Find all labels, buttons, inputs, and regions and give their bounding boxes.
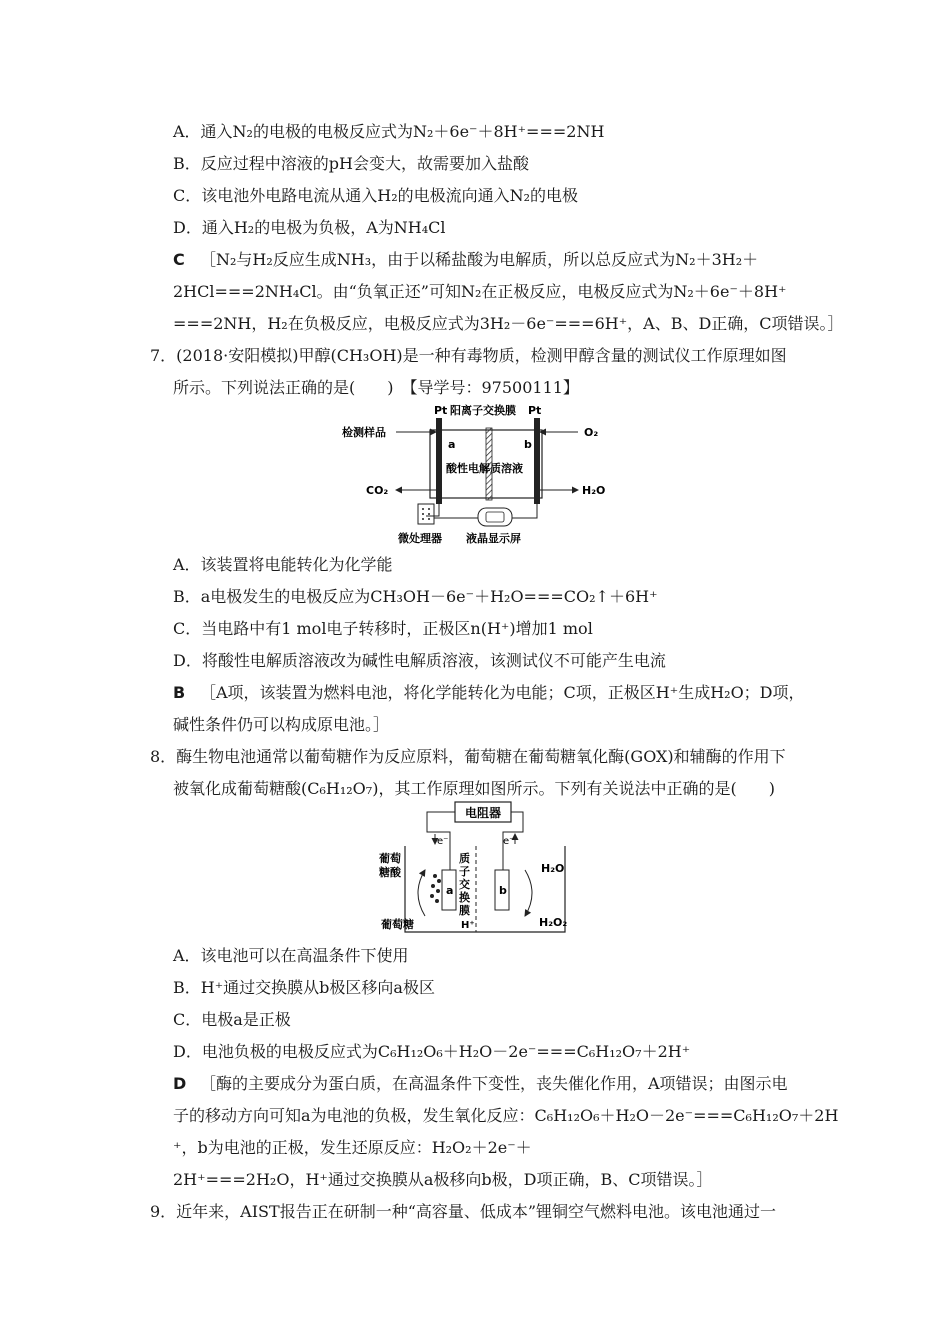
electrode-a-label: a [446, 884, 454, 897]
electron-left-label: e⁻ [437, 836, 449, 847]
resistor-label: 电阻器 [465, 806, 502, 820]
h2o-label: H₂O [582, 484, 606, 497]
q6-option-a: A．通入N₂的电极的电极反应式为N₂＋6e⁻＋8H⁺===2NH [173, 122, 605, 141]
q9-stem-line1: 9．近年来，AIST报告正在研制一种“高容量、低成本”锂铜空气燃料电池。该电池通过一 [150, 1202, 777, 1221]
electrode-b [534, 418, 540, 504]
q7-detector-diagram [338, 400, 620, 548]
proton-label: H⁺ [461, 920, 475, 931]
q6-explanation-line3: ===2NH，H₂在负极反应，电极反应式为3H₂－6e⁻===6H⁺，A、B、D正确，C项错误。］ [173, 314, 844, 333]
o2-label: O₂ [584, 426, 599, 439]
q7-option-c: C．当电路中有1 mol电子转移时，正极区n(H⁺)增加1 mol [173, 619, 593, 638]
q8-explanation-line1: ［酶的主要成分为蛋白质，在高温条件下变性，丧失催化作用，A项错误；由图示电 [200, 1074, 788, 1093]
q8-answer: D [173, 1074, 187, 1093]
co2-label: CO₂ [366, 484, 389, 497]
gluconic-acid-label-1: 葡萄 [379, 852, 401, 865]
electrode-b-label: b [524, 438, 532, 451]
q7-answer: B [173, 683, 186, 702]
q7-explanation-line1: ［A项，该装置为燃料电池，将化学能转化为电能；C项，正极区H⁺生成H₂O；D项， [200, 683, 805, 702]
electrode-a-label: a [448, 438, 456, 451]
enzyme-dots [430, 874, 441, 903]
q8-option-b: B．H⁺通过交换膜从b极区移向a极区 [173, 978, 435, 997]
membrane-char-5: 膜 [459, 904, 470, 917]
q6-option-b: B．反应过程中溶液的pH会变大，故需要加入盐酸 [173, 154, 529, 173]
q6-explanation-line1: ［N₂与H₂反应生成NH₃，由于以稀盐酸为电解质，所以总反应式为N₂＋3H₂＋ [200, 250, 759, 269]
q6-option-c: C．该电池外电路电流从通入H₂的电极流向通入N₂的电极 [173, 186, 579, 205]
pt-right-label: Pt [528, 404, 542, 417]
pt-left-label: Pt [434, 404, 448, 417]
q8-option-c: C．电极a是正极 [173, 1010, 291, 1029]
microprocessor-box [418, 504, 434, 524]
membrane-char-2: 子 [459, 865, 470, 878]
q8-stem-line2: 被氧化成葡萄糖酸(C₆H₁₂O₇)，其工作原理如图所示。下列有关说法中正确的是( ) [173, 779, 775, 798]
q6-option-d: D．通入H₂的电极为负极，A为NH₄Cl [173, 218, 446, 237]
electron-right-label: e⁻ [503, 836, 515, 847]
q7-stem-line1: 7．(2018·安阳模拟)甲醇(CH₃OH)是一种有毒物质，检测甲醇含量的测试仪工作原理如图 [150, 346, 787, 365]
membrane-char-1: 质 [459, 852, 470, 865]
sample-label: 检测样品 [342, 426, 386, 439]
lcd-display [478, 508, 512, 526]
gluconic-acid-label-2: 糖酸 [379, 866, 401, 879]
display-label: 液晶显示屏 [466, 532, 521, 545]
q7-option-b: B．a电极发生的电极反应为CH₃OH－6e⁻＋H₂O===CO₂↑＋6H⁺ [173, 587, 658, 606]
electrolyte-label: 酸性电解质溶液 [446, 462, 523, 475]
membrane-char-3: 交 [459, 878, 470, 891]
q7-stem-line2: 所示。下列说法正确的是( ) 【导学号：97500111】 [173, 378, 579, 397]
q8-explanation-line3: ⁺，b为电池的正极，发生还原反应：H₂O₂＋2e⁻＋ [173, 1138, 532, 1157]
q6-explanation-line2: 2HCl===2NH₄Cl。由“负氧正还”可知N₂在正极反应，电极反应式为N₂＋6e⁻＋8H⁺ [173, 282, 787, 301]
q7-explanation-line2: 碱性条件仍可以构成原电池。］ [173, 715, 390, 734]
h2o2-label: H₂O₂ [539, 916, 568, 929]
h2o-label: H₂O [541, 862, 565, 875]
q8-enzyme-battery-diagram [375, 798, 590, 938]
h2o2-reduction-arrow [525, 870, 532, 916]
processor-label: 微处理器 [398, 532, 442, 545]
q8-explanation-line4: 2H⁺===2H₂O，H⁺通过交换膜从a极移向b极，D项正确，B、C项错误。］ [173, 1170, 713, 1189]
electrode-a [436, 418, 442, 504]
membrane-char-4: 换 [459, 891, 470, 904]
q7-option-a: A．该装置将电能转化为化学能 [173, 555, 393, 574]
q7-option-d: D．将酸性电解质溶液改为碱性电解质溶液，该测试仪不可能产生电流 [173, 651, 666, 670]
q6-answer: C [173, 250, 185, 269]
glucose-oxidation-arrow [418, 870, 425, 916]
q8-option-a: A．该电池可以在高温条件下使用 [173, 946, 409, 965]
q8-stem-line1: 8．酶生物电池通常以葡萄糖作为反应原料，葡萄糖在葡萄糖氧化酶(GOX)和辅酶的作用下 [150, 747, 786, 766]
glucose-label: 葡萄糖 [381, 918, 414, 931]
membrane-label: 阳离子交换膜 [450, 404, 516, 417]
q8-explanation-line2: 子的移动方向可知a为电池的负极，发生氧化反应：C₆H₁₂O₆＋H₂O－2e⁻===C₆H₁₂O₇＋2H [173, 1106, 839, 1125]
electrode-b-label: b [499, 884, 507, 897]
q8-option-d: D．电池负极的电极反应式为C₆H₁₂O₆＋H₂O－2e⁻===C₆H₁₂O₇＋2H⁺ [173, 1042, 691, 1061]
